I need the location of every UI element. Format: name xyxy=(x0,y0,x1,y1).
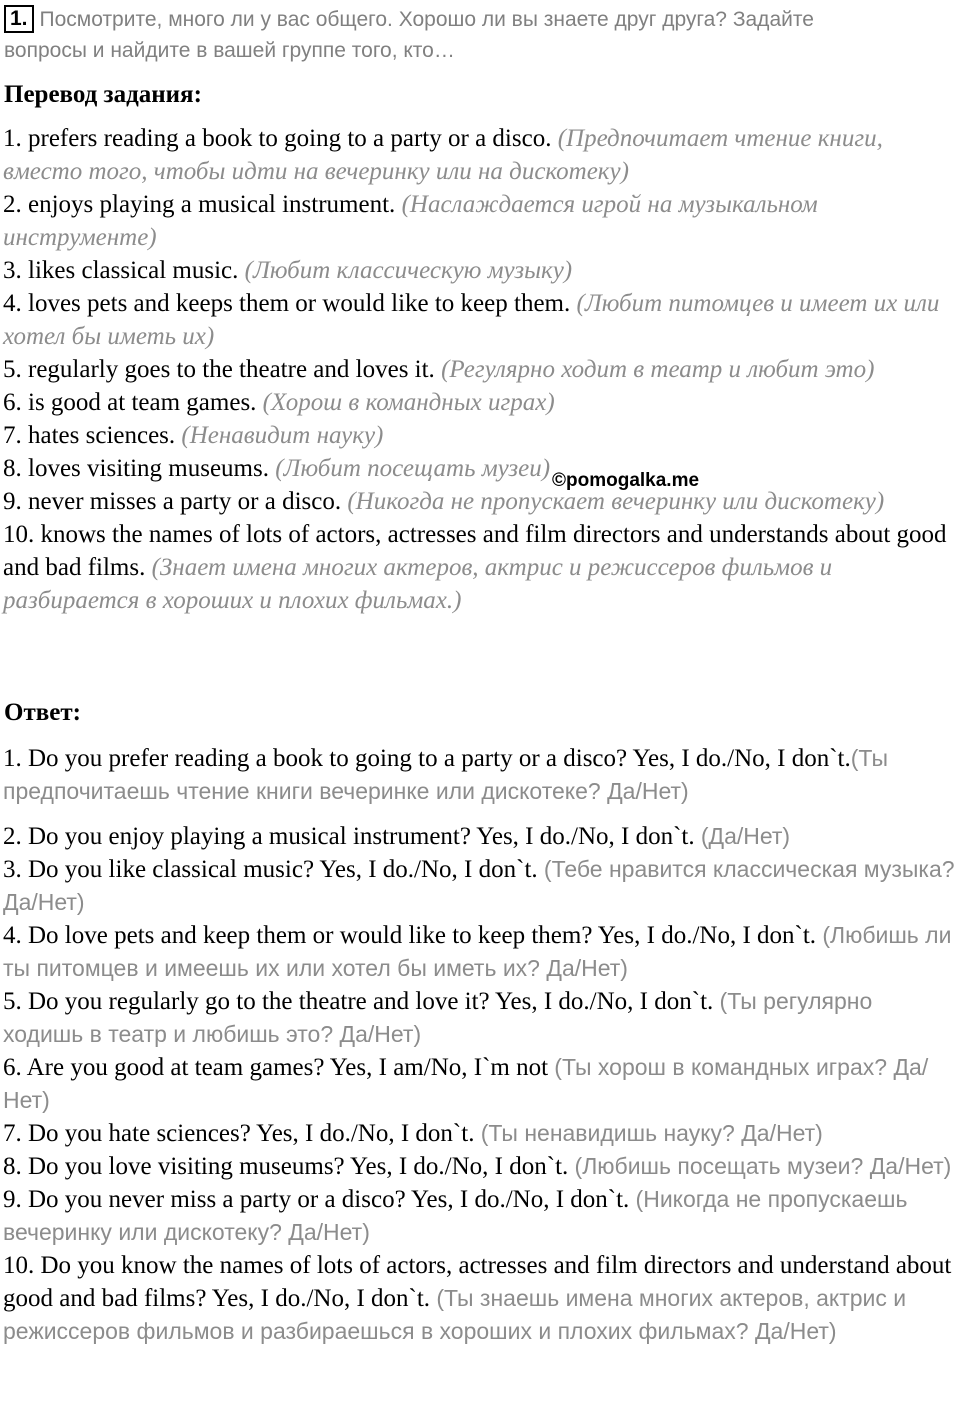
list-item xyxy=(3,122,958,188)
list-item xyxy=(3,853,958,919)
item-ru: (Да/Нет) xyxy=(700,823,791,849)
list-item xyxy=(3,518,958,617)
list-item xyxy=(3,386,958,419)
item-en: 9. Do you never miss a party or a disco? Yes, I do./No, I don`t. xyxy=(3,1186,630,1213)
item-en: 10. knows the names of lots of actors, actresses and film directors and understands about good and bad films. xyxy=(3,521,947,581)
item-en: 5. Do you regularly go to the theatre and love it? Yes, I do./No, I don`t. xyxy=(3,988,714,1015)
item-en: 1. prefers reading a book to going to a party or a disco. xyxy=(3,125,552,152)
item-ru: (Любишь ли ты питомцев и имеешь их или хотел бы иметь их? Да/Нет) xyxy=(3,922,952,981)
list-item xyxy=(3,188,958,254)
answer-list xyxy=(3,742,958,1348)
item-ru: (Тебе нравится классическая музыка? Да/Нет) xyxy=(3,856,955,915)
task-number: 1. xyxy=(4,5,34,33)
list-item xyxy=(3,419,958,452)
list-item xyxy=(3,1183,958,1249)
item-en: 3. likes classical music. xyxy=(3,257,239,284)
list-item xyxy=(3,1249,958,1348)
task-instruction-line2: вопросы и найдите в вашей группе того, кто… xyxy=(4,39,455,62)
item-en: 7. Do you hate sciences? Yes, I do./No, I don`t. xyxy=(3,1120,475,1147)
item-ru: (Ненавидит науку) xyxy=(181,422,384,449)
answer-title: Ответ: xyxy=(4,699,81,726)
item-en: 2. Do you enjoy playing a musical instrument? Yes, I do./No, I don`t. xyxy=(3,823,695,850)
item-en: 9. never misses a party or a disco. xyxy=(3,488,342,515)
list-item xyxy=(3,287,958,353)
item-en: 4. loves pets and keeps them or would like to keep them. xyxy=(3,290,571,317)
item-ru: (Ты ненавидишь науку? Да/Нет) xyxy=(480,1120,823,1146)
item-en: 2. enjoys playing a musical instrument. xyxy=(3,191,396,218)
list-item xyxy=(3,485,958,518)
list-item xyxy=(3,985,958,1051)
task-instruction-line1: Посмотрите, много ли у вас общего. Хорошо ли вы знаете друг друга? Задайте xyxy=(39,8,814,31)
translation-list xyxy=(3,122,958,617)
item-ru: (Никогда не пропускаешь вечеринку или дискотеку? Да/Нет) xyxy=(3,1186,908,1245)
item-ru: (Любит посещать музеи) xyxy=(275,455,551,482)
list-item xyxy=(3,254,958,287)
list-item xyxy=(3,452,958,485)
list-item xyxy=(3,742,958,808)
list-item xyxy=(3,1150,958,1183)
watermark: ©pomogalka.me xyxy=(552,470,700,491)
item-en: 4. Do love pets and keep them or would like to keep them? Yes, I do./No, I don`t. xyxy=(3,922,817,949)
item-en: 7. hates sciences. xyxy=(3,422,176,449)
item-ru: (Любит классическую музыку) xyxy=(244,257,573,284)
item-ru: (Любит питомцев и имеет их или хотел бы иметь их) xyxy=(3,290,940,350)
item-ru: (Ты предпочитаешь чтение книги вечеринке или дискотеке? Да/Нет) xyxy=(3,745,888,804)
item-ru: (Ты регулярно ходишь в театр и любишь это? Да/Нет) xyxy=(3,988,873,1047)
item-en: 6. is good at team games. xyxy=(3,389,257,416)
item-ru: (Знает имена многих актеров, актрис и режиссеров фильмов и разбирается в хороших и плохих фильмах.) xyxy=(3,554,833,614)
task-header xyxy=(4,4,954,66)
item-ru: (Любишь посещать музеи? Да/Нет) xyxy=(574,1153,952,1179)
item-ru: (Предпочитает чтение книги, вместо того, чтобы идти на вечеринку или на дискотеку) xyxy=(3,125,883,185)
item-ru: (Наслаждается игрой на музыкальном инструменте) xyxy=(3,191,818,251)
item-ru: (Хорош в командных играх) xyxy=(262,389,555,416)
item-en: 10. Do you know the names of lots of actors, actresses and film directors and understand about good and bad films? Yes, I do./No, I don`t. xyxy=(3,1252,952,1312)
item-ru: (Никогда не пропускает вечеринку или дискотеку) xyxy=(347,488,885,515)
item-en: 3. Do you like classical music? Yes, I do./No, I don`t. xyxy=(3,856,538,883)
item-ru: (Ты знаешь имена многих актеров, актрис и режиссеров фильмов и разбираешься в хороших и плохих фильмах? Да/Нет) xyxy=(3,1285,907,1344)
item-ru: (Ты хорош в командных играх? Да/Нет) xyxy=(3,1054,929,1113)
translation-title: Перевод задания: xyxy=(4,81,202,108)
item-en: 8. Do you love visiting museums? Yes, I do./No, I don`t. xyxy=(3,1153,569,1180)
list-item xyxy=(3,1051,958,1117)
item-en: 8. loves visiting museums. xyxy=(3,455,269,482)
item-en: 5. regularly goes to the theatre and loves it. xyxy=(3,356,435,383)
item-en: 1. Do you prefer reading a book to going to a party or a disco? Yes, I do./No, I don`t. xyxy=(3,745,851,772)
list-item xyxy=(3,1117,958,1150)
list-item xyxy=(3,353,958,386)
item-en: 6. Are you good at team games? Yes, I am/No, I`m not xyxy=(3,1054,549,1081)
item-ru: (Регулярно ходит в театр и любит это) xyxy=(441,356,875,383)
list-item xyxy=(3,820,958,853)
list-item xyxy=(3,919,958,985)
